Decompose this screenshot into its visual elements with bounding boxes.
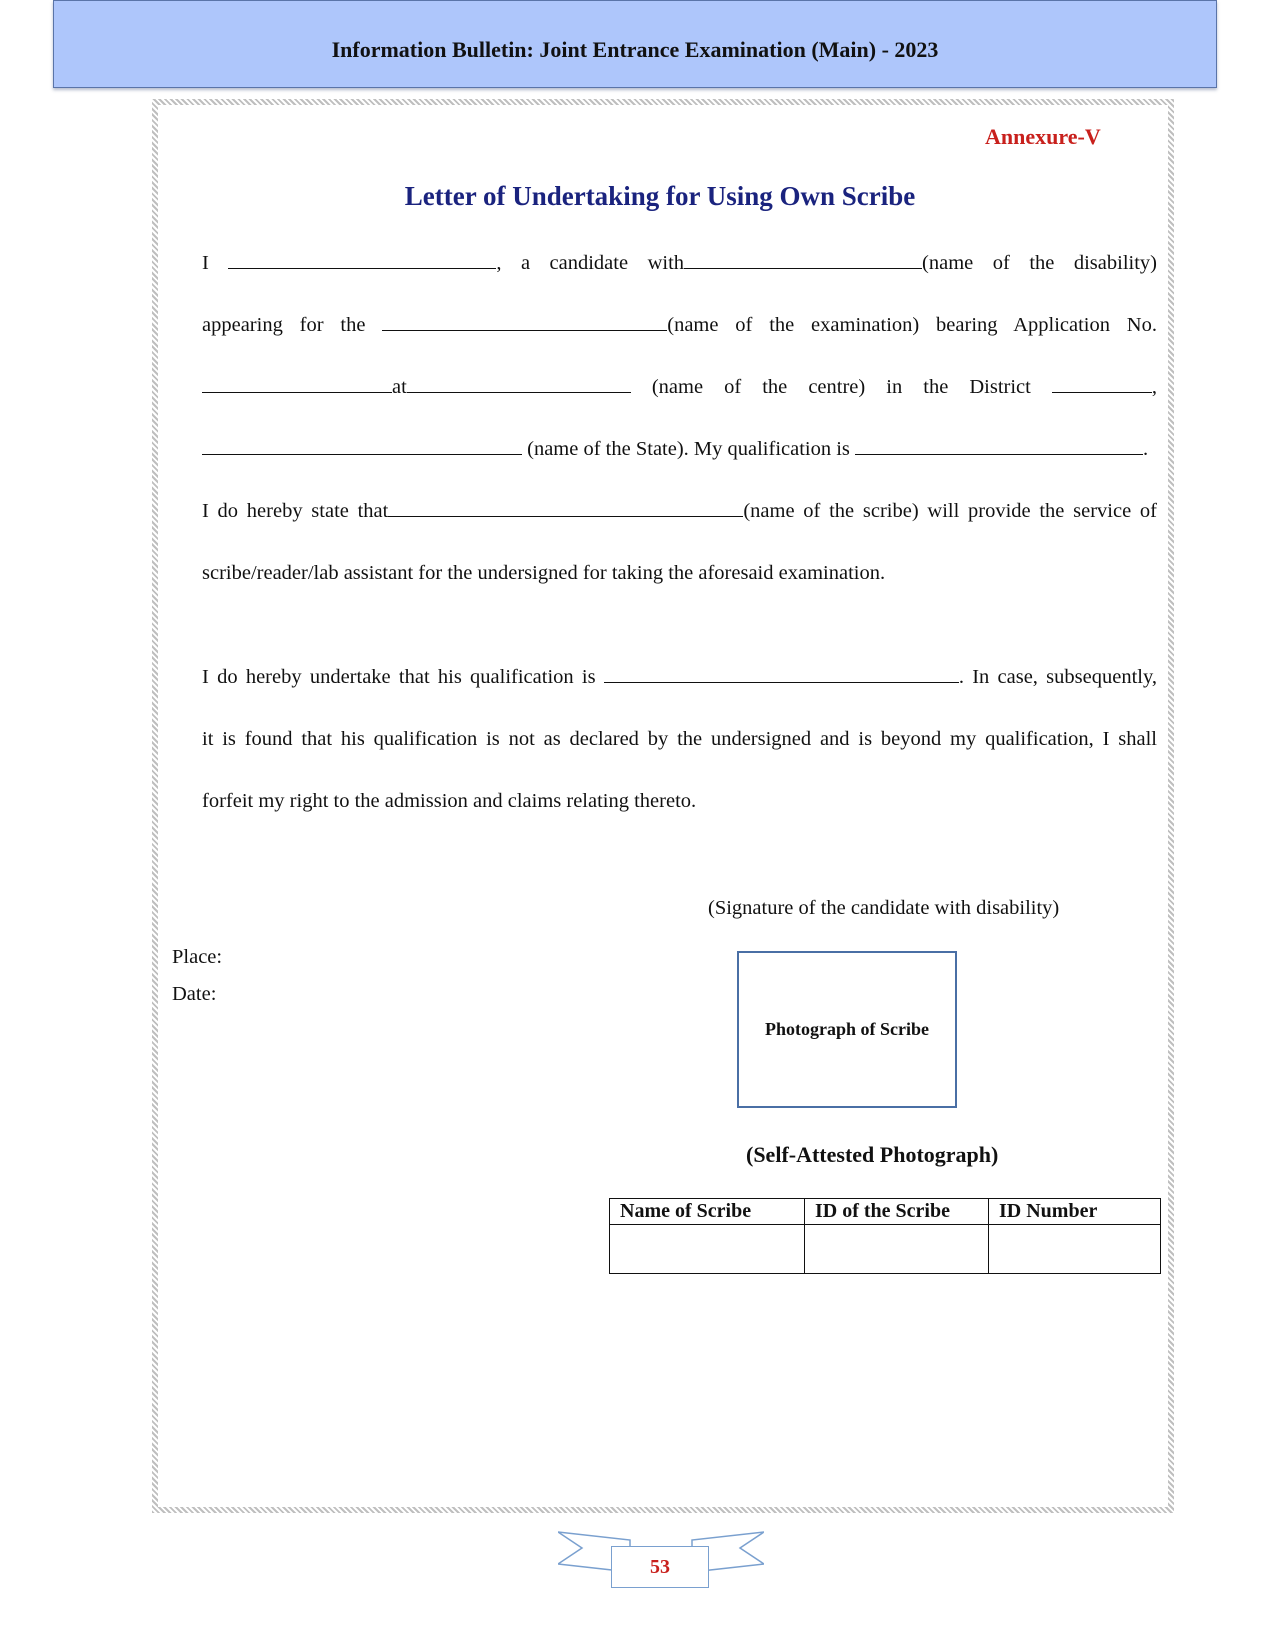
table-row xyxy=(610,1225,1161,1274)
text-appearing-for: appearing for the xyxy=(202,314,366,336)
scribe-qualification-blank[interactable] xyxy=(604,664,959,683)
candidate-qualification-blank[interactable] xyxy=(855,436,1143,455)
para2-line1 xyxy=(202,664,1157,690)
date-label: Date: xyxy=(172,983,217,1005)
text-candidate-with: , a candidate with xyxy=(496,252,685,274)
text-name-of-scribe: (name of the scribe) will provide the service of xyxy=(743,500,1157,522)
text-i: I xyxy=(202,252,209,274)
text-comma: , xyxy=(1151,376,1158,398)
document-title: Letter of Undertaking for Using Own Scribe xyxy=(404,181,916,211)
self-attested-label: (Self-Attested Photograph) xyxy=(746,1142,999,1167)
text-hereby-state: I do hereby state that xyxy=(202,500,389,522)
scribe-photo-box xyxy=(737,951,957,1108)
header-band xyxy=(53,0,1217,88)
annexure-label: Annexure-V xyxy=(985,124,1101,149)
scribe-name-blank[interactable] xyxy=(388,498,743,517)
application-no-blank[interactable] xyxy=(202,374,392,393)
text-at: at xyxy=(392,376,407,398)
text-in-case: . In case, subsequently, xyxy=(958,666,1158,688)
cell-name-of-scribe[interactable] xyxy=(610,1225,805,1274)
examination-name-blank[interactable] xyxy=(382,312,667,331)
header-id-of-scribe: ID of the Scribe xyxy=(805,1199,989,1225)
centre-name-blank[interactable] xyxy=(407,374,631,393)
text-name-of-centre: (name of the centre) in the District xyxy=(651,376,1031,398)
header-id-number: ID Number xyxy=(989,1199,1161,1225)
para1-line6: scribe/reader/lab assistant for the undersigned for taking the aforesaid examination. xyxy=(202,562,886,584)
para2-line2: it is found that his qualification is not as declared by the undersigned and is beyond my qualification, I shall xyxy=(202,728,1157,750)
place-label: Place: xyxy=(172,946,223,968)
bulletin-title: Information Bulletin: Joint Entrance Examination (Main) - 2023 xyxy=(331,37,939,62)
para1-line4 xyxy=(202,436,1157,462)
district-blank[interactable] xyxy=(1052,374,1152,393)
text-name-of-state: (name of the State). My qualification is xyxy=(527,438,850,460)
candidate-name-blank[interactable] xyxy=(228,250,496,269)
para2-line3: forfeit my right to the admission and claims relating thereto. xyxy=(202,790,697,812)
page-number: 53 xyxy=(611,1546,709,1588)
para1-line3 xyxy=(202,374,1157,400)
para1-line2 xyxy=(202,312,1157,338)
text-name-of-disability: (name of the disability) xyxy=(922,252,1157,274)
cell-id-of-scribe[interactable] xyxy=(805,1225,989,1274)
text-period: . xyxy=(1143,438,1149,460)
header-name-of-scribe: Name of Scribe xyxy=(610,1199,805,1225)
para1-line1 xyxy=(202,250,1157,276)
signature-label: (Signature of the candidate with disability) xyxy=(708,897,1060,919)
para1-line5 xyxy=(202,498,1157,524)
cell-id-number[interactable] xyxy=(989,1225,1161,1274)
table-header-row xyxy=(610,1199,1161,1225)
disability-blank[interactable] xyxy=(684,250,922,269)
scribe-details-table xyxy=(609,1198,1161,1274)
photo-label: Photograph of Scribe xyxy=(765,1019,929,1039)
state-name-blank[interactable] xyxy=(202,436,522,455)
text-hereby-undertake: I do hereby undertake that his qualification is xyxy=(202,666,596,688)
text-examination-application: (name of the examination) bearing Application No. xyxy=(667,314,1157,336)
